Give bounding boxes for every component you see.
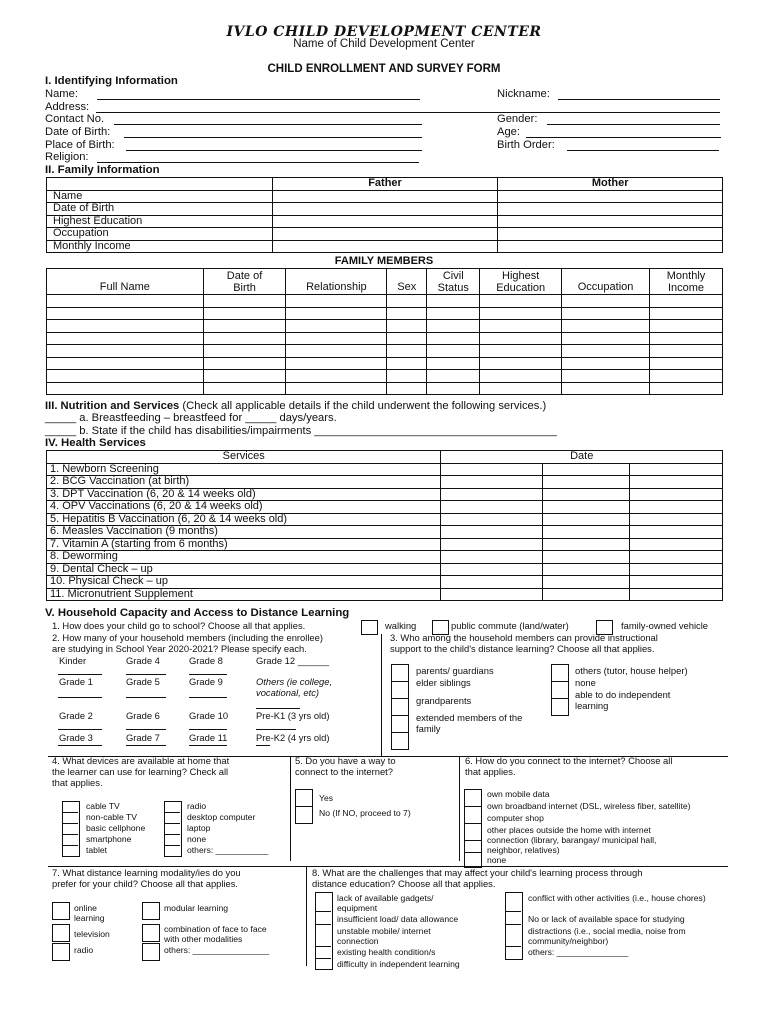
grade11-count-line[interactable] [189, 745, 227, 746]
table-row[interactable] [47, 476, 723, 489]
grade-label: Grade 3 [59, 732, 93, 743]
mobile-data-checkbox[interactable] [464, 789, 482, 807]
q2-q3-divider [381, 634, 382, 756]
q7-option-label: online [74, 903, 97, 913]
table-row[interactable] [47, 526, 723, 539]
grade-label: Kinder [59, 655, 87, 666]
grade-label: Grade 10 [189, 710, 229, 721]
q6-option-label: connection (library, barangay/ municipal hall, [487, 835, 657, 845]
center-name: IVLO CHILD DEVELOPMENT CENTER [226, 24, 542, 40]
address-field[interactable] [96, 112, 720, 113]
table-row[interactable] [47, 307, 723, 320]
section-1-title: I. Identifying Information [45, 75, 178, 87]
q7-option-label: combination of face to face [164, 924, 267, 934]
parents-row-label: Occupation [47, 228, 273, 241]
q7-q8-divider [306, 866, 307, 966]
service-label: 3. DPT Vaccination (6, 20 & 14 weeks old) [47, 488, 441, 501]
q4-text-l1: 4. What devices are available at home that [52, 755, 230, 766]
q8-option-label: others: _______________ [528, 947, 629, 957]
q8-left-checkbox-divider [315, 946, 331, 947]
services-header: Services [47, 451, 441, 464]
q4-option-label: others: ___________ [187, 845, 269, 855]
q8-option-label: insufficient load/ data allowance [337, 914, 459, 924]
section-3-note: (Check all applicable details if the child underwent the following services.) [179, 400, 547, 412]
online-learning-checkbox[interactable] [52, 902, 70, 920]
q4-option-label: cable TV [86, 801, 120, 811]
gender-label: Gender: [497, 113, 538, 125]
q4-text-l2: the learner can use for learning? Check all [52, 766, 229, 777]
table-row[interactable] [47, 538, 723, 551]
extended-members-checkbox[interactable] [391, 715, 409, 733]
television-checkbox[interactable] [52, 924, 70, 942]
q3-option-label: able to do independent [575, 689, 671, 700]
others-label-l1: Others (ie college, [256, 676, 333, 687]
q3-text-l2: support to the child's distance learning? Choose all that applies. [390, 643, 655, 654]
internet-yes-checkbox[interactable] [295, 789, 313, 807]
q3-option-label: family [416, 723, 441, 734]
kinder-count-line[interactable] [58, 674, 102, 675]
q4-text-l3: that applies. [52, 777, 103, 788]
pob-label: Place of Birth: [45, 139, 115, 151]
q6-text-l1: 6. How do you connect to the internet? Choose all [465, 755, 673, 766]
fm-dob-header-l1: Date of [226, 269, 263, 282]
fm-education-header-l2: Education [496, 281, 546, 294]
mother-name-cell[interactable] [498, 190, 723, 203]
broadband-checkbox[interactable] [464, 806, 482, 824]
table-row[interactable] [47, 576, 723, 589]
q7-option-label: others: ________________ [164, 945, 270, 955]
fm-education-header [480, 269, 562, 295]
table-row[interactable] [47, 588, 723, 601]
q7-option-label: radio [74, 945, 94, 955]
q7-option-label: learning [74, 913, 105, 923]
q4-right-checkbox-divider [164, 834, 180, 835]
q4-option-label: none [187, 834, 207, 844]
q3-option-label: none [575, 677, 596, 688]
q3-option-label: grandparents [416, 695, 472, 706]
grade3-count-line[interactable] [58, 745, 102, 746]
nickname-field[interactable] [558, 99, 720, 100]
walking-checkbox[interactable] [361, 620, 378, 635]
grandparents-checkbox[interactable] [391, 698, 409, 716]
q4-left-checkbox-divider [62, 812, 78, 813]
parents-checkbox[interactable] [391, 664, 409, 682]
q7-others-checkbox[interactable] [142, 943, 160, 961]
q8-option-label: connection [337, 936, 379, 946]
fm-civil-header-l2: Status [437, 281, 469, 294]
father-occupation-cell[interactable] [272, 228, 498, 241]
q7-option-label: modular learning [164, 903, 229, 913]
q4-q5-divider [290, 756, 291, 861]
grade7-count-line[interactable] [126, 745, 166, 746]
father-header: Father [272, 178, 498, 191]
extended-members-checkbox-2[interactable] [391, 732, 409, 750]
radio-checkbox[interactable] [52, 943, 70, 961]
table-row[interactable] [47, 551, 723, 564]
q8-option-label: No or lack of available space for studying [528, 914, 685, 924]
parents-row-label: Name [47, 190, 273, 203]
q8-right-checkbox-divider [505, 924, 521, 925]
section-2-title: II. Family Information [45, 164, 160, 176]
fm-relationship-header: Relationship [286, 269, 387, 295]
q3-option-label: others (tutor, house helper) [575, 665, 688, 676]
q7-text-l2: prefer for your child? Choose all that applies. [52, 878, 239, 889]
grade-label: Grade 12 ______ [256, 655, 329, 666]
grade-label: Grade 1 [59, 676, 93, 687]
service-label: 9. Dental Check – up [47, 563, 441, 576]
grade-label: Grade 8 [189, 655, 223, 666]
father-dob-cell[interactable] [272, 203, 498, 216]
q8-option-label: existing health condition/s [337, 947, 436, 957]
family-members-table [46, 268, 723, 395]
q8-option-label: difficulty in independent learning [337, 959, 460, 969]
grade8-count-line[interactable] [189, 674, 227, 675]
table-row[interactable] [47, 345, 723, 358]
fm-sex-header: Sex [387, 269, 427, 295]
q6-option-label: own mobile data [487, 789, 550, 799]
q6-option-label: computer shop [487, 813, 544, 823]
grade4-count-line[interactable] [126, 674, 166, 675]
q4-option-label: laptop [187, 823, 211, 833]
q4-left-checkbox-divider [62, 834, 78, 835]
service-label: 1. Newborn Screening [47, 463, 441, 476]
others-tutor-checkbox[interactable] [551, 664, 569, 682]
prek2-count-line[interactable] [256, 745, 270, 746]
birth-order-label: Birth Order: [497, 139, 555, 151]
grade-label: Grade 9 [189, 676, 223, 687]
table-row[interactable] [47, 488, 723, 501]
q4-right-checkbox-column[interactable] [164, 801, 182, 857]
family-vehicle-label: family-owned vehicle [621, 620, 709, 631]
grade6-count-line[interactable] [126, 729, 166, 730]
others-count-line[interactable] [256, 708, 300, 709]
date-header: Date [441, 451, 723, 464]
q3-option-label: extended members of the [416, 712, 523, 723]
health-services-table [46, 450, 723, 601]
table-row[interactable] [47, 382, 723, 395]
q4-left-checkbox-divider [62, 823, 78, 824]
table-row[interactable] [47, 563, 723, 576]
grade-label: Grade 11 [189, 732, 228, 743]
service-label: 10. Physical Check – up [47, 576, 441, 589]
q3-option-label: parents/ guardians [416, 665, 494, 676]
fm-civil-header-l1: Civil [442, 269, 464, 282]
father-name-cell[interactable] [272, 190, 498, 203]
name-label: Name: [45, 88, 78, 100]
birth-order-field[interactable] [567, 150, 719, 151]
others-label-l2: vocational, etc) [256, 687, 320, 698]
parents-table [46, 177, 723, 253]
q6-option-label: other places outside the home with internet [487, 825, 651, 835]
siblings-checkbox[interactable] [391, 681, 409, 699]
mother-occupation-cell[interactable] [498, 228, 723, 241]
name-field[interactable] [97, 99, 420, 100]
nickname-label: Nickname: [497, 88, 550, 100]
gender-field[interactable] [547, 124, 720, 125]
q5-option-label: No (If NO, proceed to 7) [319, 808, 411, 818]
fm-dob-header-l2: Birth [233, 281, 256, 294]
q3-text-l1: 3. Who among the household members can provide instructional [390, 632, 658, 643]
table-row[interactable] [47, 370, 723, 383]
q8-right-checkbox-divider [505, 911, 521, 912]
q8-option-label: distractions (i.e., social media, noise from [528, 926, 686, 936]
address-label: Address: [45, 101, 90, 113]
mother-header: Mother [498, 178, 723, 191]
grade-label: Grade 7 [126, 732, 160, 743]
q5-text-l1: 5. Do you have a way to [295, 755, 396, 766]
combination-checkbox[interactable] [142, 924, 160, 942]
q4-option-label: basic cellphone [86, 823, 146, 833]
q8-text-l2: distance education? Choose all that applies. [312, 878, 496, 889]
q5-option-label: Yes [319, 793, 334, 803]
grade-label: Grade 6 [126, 710, 160, 721]
none-checkbox[interactable] [551, 681, 569, 699]
mother-dob-cell[interactable] [498, 203, 723, 216]
contact-field[interactable] [114, 124, 422, 125]
religion-label: Religion: [45, 151, 89, 163]
q6-option-label: neighbor, relatives) [487, 845, 560, 855]
q8-left-checkbox-divider [315, 911, 331, 912]
dob-label: Date of Birth: [45, 126, 111, 138]
q2-text-l1: 2. How many of your household members (including the enrollee) [52, 632, 323, 643]
q4-right-checkbox-divider [164, 812, 180, 813]
q8-option-label: lack of available gadgets/ [337, 893, 434, 903]
q3-option-label: elder siblings [416, 677, 471, 688]
contact-label: Contact No. [45, 113, 105, 125]
q8-option-label: unstable mobile/ internet [337, 926, 431, 936]
grade-label: Grade 4 [126, 655, 160, 666]
modular-checkbox[interactable] [142, 902, 160, 920]
q5-text-l2: connect to the internet? [295, 766, 393, 777]
q4-right-checkbox-divider [164, 823, 180, 824]
q6-option-label: none [487, 855, 507, 865]
internet-no-checkbox[interactable] [295, 806, 313, 824]
fm-income-header [650, 269, 723, 295]
q5-q6-divider [459, 756, 460, 861]
mother-education-cell[interactable] [498, 215, 723, 228]
section-4-title: IV. Health Services [45, 437, 146, 449]
prek2-label: Pre-K2 (4 yrs old) [256, 732, 330, 743]
q8-left-checkbox-divider [315, 958, 331, 959]
prek1-count-line[interactable] [256, 729, 296, 730]
q2-text-l2: are studying in School Year 2020-2021? Please specify each. [52, 643, 307, 654]
fm-dob-header [203, 269, 286, 295]
q4-right-checkbox-divider [164, 845, 180, 846]
disabilities-item[interactable]: _____ b. State if the child has disabilities/impairments _______________________________________ [45, 425, 557, 437]
prek1-label: Pre-K1 (3 yrs old) [256, 710, 330, 721]
section-3-title: III. Nutrition and Services [45, 400, 180, 412]
fm-education-header-l1: Highest [502, 269, 540, 282]
q8-right-checkbox-divider [505, 946, 521, 947]
q4-option-label: tablet [86, 845, 108, 855]
table-row[interactable] [47, 357, 723, 370]
parents-row-label: Highest Education [47, 215, 273, 228]
q6-text-l2: that applies. [465, 766, 516, 777]
q7-text-l1: 7. What distance learning modality/ies do you [52, 867, 241, 878]
q4-option-label: non-cable TV [86, 812, 137, 822]
table-row[interactable] [47, 463, 723, 476]
public-commute-label: public commute (land/water) [451, 620, 569, 631]
table-row[interactable] [47, 320, 723, 333]
q4-option-label: smartphone [86, 834, 132, 844]
fm-income-header-l1: Monthly [666, 269, 706, 282]
fm-civil-header [427, 269, 480, 295]
father-education-cell[interactable] [272, 215, 498, 228]
grade5-count-line[interactable] [126, 697, 166, 698]
q7-option-label: with other modalities [164, 934, 243, 944]
table-row[interactable] [47, 295, 723, 308]
section-5-title: V. Household Capacity and Access to Distance Learning [45, 607, 350, 619]
independent-learning-checkbox[interactable] [551, 698, 569, 716]
parents-row-label: Monthly Income [47, 240, 273, 253]
service-label: 5. Hepatitis B Vaccination (6, 20 & 14 weeks old) [47, 513, 441, 526]
table-row[interactable] [47, 332, 723, 345]
grade10-count-line[interactable] [189, 729, 227, 730]
family-members-title: FAMILY MEMBERS [334, 255, 434, 267]
breastfeeding-item[interactable]: _____ a. Breastfeeding – breastfeed for _____ days/years. [45, 412, 337, 424]
service-label: 8. Deworming [47, 551, 441, 564]
father-income-cell[interactable] [272, 240, 498, 253]
q8-text-l1: 8. What are the challenges that may affect your child's learning process through [312, 867, 643, 878]
q7-option-label: television [74, 929, 110, 939]
grade-label: Grade 2 [59, 710, 93, 721]
q4-option-label: radio [187, 801, 207, 811]
q4-option-label: desktop computer [187, 812, 256, 822]
parents-row-label: Date of Birth [47, 203, 273, 216]
q3-option-label: learning [575, 700, 609, 711]
grade9-count-line[interactable] [189, 697, 227, 698]
fm-fullname-header: Full Name [47, 269, 204, 295]
q8-left-checkbox-divider [315, 924, 331, 925]
service-label: 2. BCG Vaccination (at birth) [47, 476, 441, 489]
parents-header-blank [47, 178, 273, 191]
age-field[interactable] [526, 137, 721, 138]
fm-occupation-header: Occupation [562, 269, 650, 295]
q8-option-label: conflict with other activities (i.e., house chores) [528, 893, 706, 903]
q8-option-label: community/neighbor) [528, 936, 609, 946]
dob-field[interactable] [124, 137, 422, 138]
q6-option-label: own broadband internet (DSL, wireless fiber, satellite) [487, 801, 691, 811]
center-name-label: Name of Child Development Center [293, 38, 475, 50]
table-row[interactable] [47, 501, 723, 514]
service-label: 11. Micronutrient Supplement [47, 588, 441, 601]
age-label: Age: [497, 126, 521, 138]
service-label: 4. OPV Vaccinations (6, 20 & 14 weeks old) [47, 501, 441, 514]
mother-income-cell[interactable] [498, 240, 723, 253]
q8-right-checkbox-column[interactable] [505, 892, 523, 960]
form-title: CHILD ENROLLMENT AND SURVEY FORM [267, 63, 501, 75]
service-label: 7. Vitamin A (starting from 6 months) [47, 538, 441, 551]
q4-left-checkbox-column[interactable] [62, 801, 80, 857]
table-row[interactable] [47, 513, 723, 526]
pob-field[interactable] [126, 150, 422, 151]
service-label: 6. Measles Vaccination (9 months) [47, 526, 441, 539]
computer-shop-checkbox[interactable] [464, 823, 482, 841]
q4-left-checkbox-divider [62, 845, 78, 846]
grade2-count-line[interactable] [58, 729, 102, 730]
grade1-count-line[interactable] [58, 697, 102, 698]
q1-text: 1. How does your child go to school? Choose all that applies. [52, 620, 306, 631]
q8-option-label: equipment [337, 903, 378, 913]
grade-label: Grade 5 [126, 676, 160, 687]
fm-income-header-l2: Income [667, 281, 705, 294]
walking-label: walking [385, 620, 417, 631]
religion-field[interactable] [97, 162, 419, 163]
